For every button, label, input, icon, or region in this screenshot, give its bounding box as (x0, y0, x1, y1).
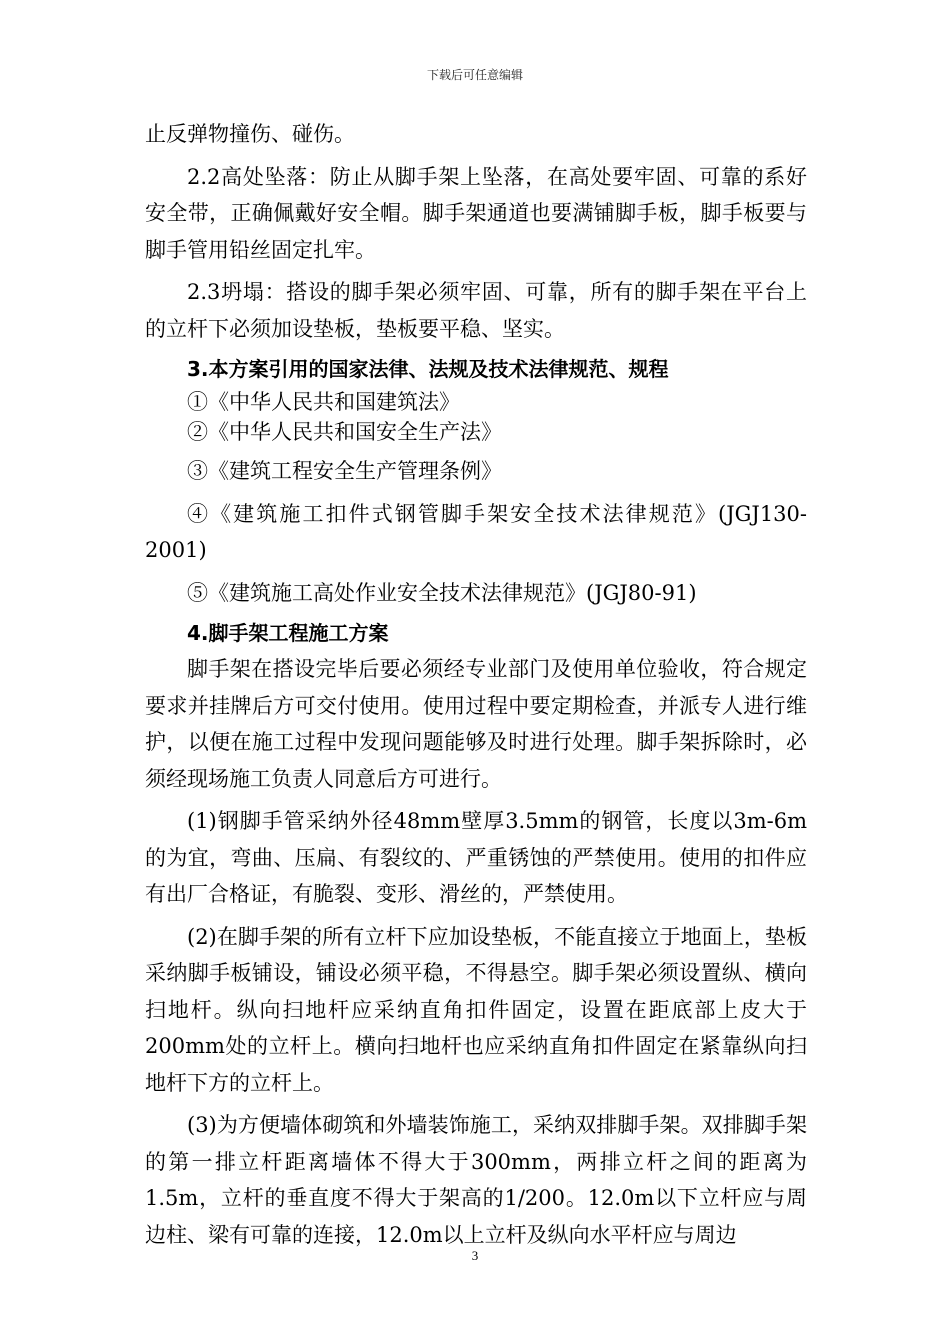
law-item-2: ②《中华人民共和国安全生产法》 (187, 420, 502, 444)
section-heading-4: 4.脚手架工程施工方案 (187, 621, 389, 645)
paragraph-steel-pipe: (1)钢脚手管采纳外径48mm壁厚3.5mm的钢管，长度以3m-6m的为宜，弯曲、压扁、有裂纹的、严重锈蚀的严禁使用。使用的扣件应有出厂合格证，有脆裂、变形、滑丝的，严禁使用。 (145, 809, 807, 906)
paragraph-base-plate: (2)在脚手架的所有立杆下应加设垫板，不能直接立于地面上，垫板采纳脚手板铺设，铺设必须平稳，不得悬空。脚手架必须设置纵、横向扫地杆。纵向扫地杆应采纳直角扣件固定，设置在距底部上皮大于200mm处的立杆上。横向扫地杆也应采纳直角扣件固定在紧靠纵向扫地杆下方的立杆上。 (145, 924, 807, 1095)
law-item-4: ④《建筑施工扣件式钢管脚手架安全技术法律规范》(JGJ130-2001) (145, 501, 807, 562)
paragraph-double-row: (3)为方便墙体砌筑和外墙装饰施工，采纳双排脚手架。双排脚手架的第一排立杆距离墙体不得大于300mm，两排立杆之间的距离为1.5m，立杆的垂直度不得大于架高的1/200。12.0m以下立杆应与周边柱、梁有可靠的连接，12.0m以上立杆及纵向水平杆应与周边 (145, 1113, 807, 1247)
page-header: 下载后可任意编辑 (426, 68, 523, 82)
law-item-5: ⑤《建筑施工高处作业安全技术法律规范》(JGJ80-91) (187, 580, 697, 605)
paragraph-fall-hazard: 2.2高处坠落：防止从脚手架上坠落，在高处要牢固、可靠的系好安全带，正确佩戴好安全帽。脚手架通道也要满铺脚手板，脚手板要与脚手管用铅丝固定扎牢。 (145, 164, 807, 262)
page-number: 3 (471, 1248, 479, 1263)
paragraph-continuation: 止反弹物撞伤、碰伤。 (145, 122, 355, 146)
law-item-1: ①《中华人民共和国建筑法》 (187, 390, 460, 414)
paragraph-acceptance: 脚手架在搭设完毕后要必须经专业部门及使用单位验收，符合规定要求并挂牌后方可交付使用。使用过程中要定期检查，并派专人进行维护，以便在施工过程中发现问题能够及时进行处理。脚手架拆除时，必须经现场施工负责人同意后方可进行。 (145, 657, 807, 791)
section-heading-3: 3.本方案引用的国家法律、法规及技术法律规范、规程 (187, 357, 669, 381)
document-body (145, 116, 807, 1253)
law-item-3: ③《建筑工程安全生产管理条例》 (187, 459, 502, 483)
paragraph-collapse-hazard: 2.3坍塌：搭设的脚手架必须牢固、可靠，所有的脚手架在平台上的立杆下必须加设垫板，垫板要平稳、坚实。 (145, 280, 807, 341)
